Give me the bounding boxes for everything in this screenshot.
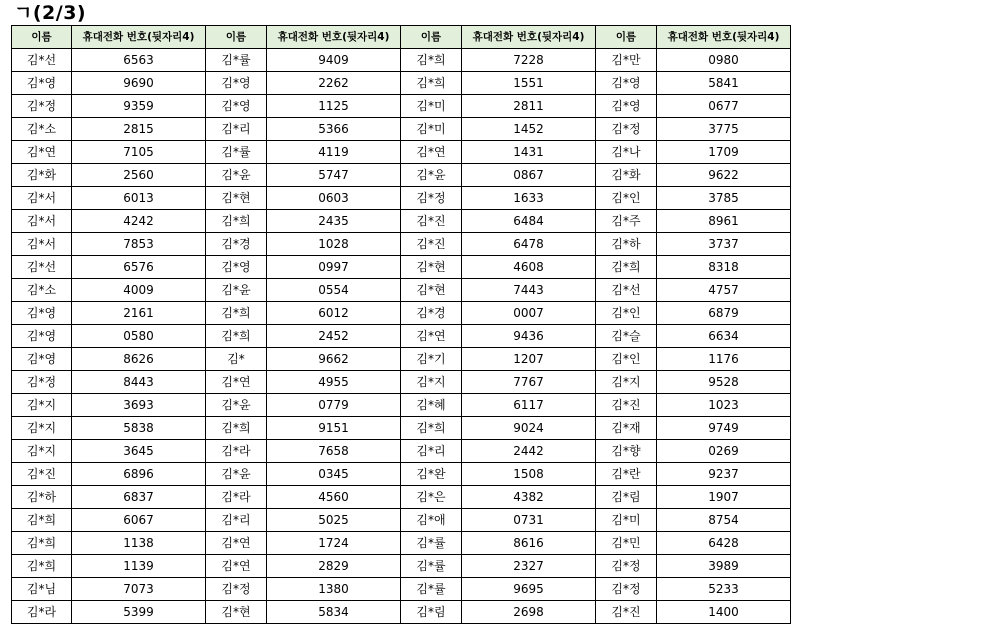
table-row: [12, 532, 791, 555]
cell-phone-last4: 3645: [72, 440, 206, 463]
cell-name: 김*연: [206, 555, 267, 578]
cell-name: 김*윤: [206, 394, 267, 417]
cell-name: 김*라: [12, 601, 72, 624]
table-row: [12, 279, 791, 302]
cell-phone-last4: 1551: [462, 72, 596, 95]
cell-phone-last4: 7767: [462, 371, 596, 394]
cell-phone-last4: 0980: [657, 49, 791, 72]
cell-name: 김*완: [401, 463, 462, 486]
table-body: [12, 49, 791, 624]
cell-name: 김*소: [12, 118, 72, 141]
cell-phone-last4: 5841: [657, 72, 791, 95]
cell-phone-last4: 9237: [657, 463, 791, 486]
table-row: [12, 348, 791, 371]
cell-phone-last4: 2811: [462, 95, 596, 118]
cell-phone-last4: 3785: [657, 187, 791, 210]
cell-name: 김*영: [206, 256, 267, 279]
cell-name: 김*윤: [206, 164, 267, 187]
cell-phone-last4: 0867: [462, 164, 596, 187]
cell-phone-last4: 9690: [72, 72, 206, 95]
cell-name: 김*진: [401, 210, 462, 233]
cell-name: 김*향: [596, 440, 657, 463]
cell-name: 김*지: [12, 394, 72, 417]
table-row: [12, 49, 791, 72]
cell-phone-last4: 8443: [72, 371, 206, 394]
cell-name: 김*현: [206, 187, 267, 210]
table-row: [12, 601, 791, 624]
cell-name: 김*진: [12, 463, 72, 486]
cell-name: 김*영: [206, 95, 267, 118]
cell-name: 김*윤: [206, 279, 267, 302]
cell-name: 김*만: [596, 49, 657, 72]
cell-phone-last4: 8318: [657, 256, 791, 279]
cell-phone-last4: 2698: [462, 601, 596, 624]
cell-name: 김*림: [401, 601, 462, 624]
cell-name: 김*진: [401, 233, 462, 256]
cell-phone-last4: 2442: [462, 440, 596, 463]
cell-phone-last4: 8616: [462, 532, 596, 555]
cell-name: 김*정: [206, 578, 267, 601]
cell-name: 김*하: [596, 233, 657, 256]
table-row: [12, 555, 791, 578]
cell-name: 김*현: [401, 256, 462, 279]
cell-phone-last4: 2161: [72, 302, 206, 325]
cell-name: 김*서: [12, 210, 72, 233]
table-row: [12, 164, 791, 187]
cell-name: 김*정: [596, 578, 657, 601]
cell-name: 김*영: [206, 72, 267, 95]
cell-name: 김*서: [12, 233, 72, 256]
cell-name: 김*기: [401, 348, 462, 371]
cell-name: 김*소: [12, 279, 72, 302]
table-row: [12, 302, 791, 325]
cell-name: 김*경: [206, 233, 267, 256]
cell-phone-last4: 0345: [267, 463, 401, 486]
table-row: [12, 233, 791, 256]
table-row: [12, 371, 791, 394]
cell-name: 김*정: [12, 371, 72, 394]
table-row: [12, 256, 791, 279]
cell-phone-last4: 1176: [657, 348, 791, 371]
cell-phone-last4: 1023: [657, 394, 791, 417]
cell-phone-last4: 7853: [72, 233, 206, 256]
cell-name: 김*희: [206, 417, 267, 440]
cell-phone-last4: 1125: [267, 95, 401, 118]
cell-phone-last4: 0677: [657, 95, 791, 118]
cell-phone-last4: 4119: [267, 141, 401, 164]
cell-name: 김*영: [596, 95, 657, 118]
cell-phone-last4: 3775: [657, 118, 791, 141]
cell-phone-last4: 6484: [462, 210, 596, 233]
table-row: [12, 325, 791, 348]
cell-phone-last4: 4757: [657, 279, 791, 302]
cell-name: 김*희: [596, 256, 657, 279]
cell-phone-last4: 9695: [462, 578, 596, 601]
cell-phone-last4: 2560: [72, 164, 206, 187]
cell-phone-last4: 1508: [462, 463, 596, 486]
table-row: [12, 72, 791, 95]
cell-name: 김*정: [596, 118, 657, 141]
cell-name: 김*지: [596, 371, 657, 394]
cell-name: 김*화: [596, 164, 657, 187]
cell-phone-last4: 9749: [657, 417, 791, 440]
cell-name: 김*영: [12, 325, 72, 348]
cell-phone-last4: 9662: [267, 348, 401, 371]
cell-phone-last4: 6117: [462, 394, 596, 417]
table-row: [12, 440, 791, 463]
cell-phone-last4: 9436: [462, 325, 596, 348]
cell-name: 김*리: [206, 509, 267, 532]
cell-phone-last4: 6896: [72, 463, 206, 486]
cell-phone-last4: 1907: [657, 486, 791, 509]
cell-name: 김*영: [596, 72, 657, 95]
cell-phone-last4: 1431: [462, 141, 596, 164]
cell-name: 김*림: [596, 486, 657, 509]
cell-phone-last4: 8626: [72, 348, 206, 371]
cell-phone-last4: 5834: [267, 601, 401, 624]
cell-name: 김*희: [401, 417, 462, 440]
page-title: ㄱ(2/3): [14, 2, 87, 24]
cell-phone-last4: 1139: [72, 555, 206, 578]
cell-phone-last4: 0779: [267, 394, 401, 417]
cell-phone-last4: 7658: [267, 440, 401, 463]
cell-phone-last4: 6013: [72, 187, 206, 210]
cell-phone-last4: 4382: [462, 486, 596, 509]
cell-phone-last4: 9622: [657, 164, 791, 187]
cell-phone-last4: 0603: [267, 187, 401, 210]
cell-name: 김*영: [12, 302, 72, 325]
cell-phone-last4: 7073: [72, 578, 206, 601]
cell-name: 김*님: [12, 578, 72, 601]
column-header-phone: 휴대전화 번호(뒷자리4): [657, 26, 791, 49]
cell-phone-last4: 1452: [462, 118, 596, 141]
cell-name: 김*률: [206, 141, 267, 164]
cell-name: 김*진: [596, 394, 657, 417]
cell-name: 김*주: [596, 210, 657, 233]
cell-phone-last4: 6837: [72, 486, 206, 509]
cell-phone-last4: 0997: [267, 256, 401, 279]
table-row: [12, 394, 791, 417]
cell-phone-last4: 4560: [267, 486, 401, 509]
cell-name: 김*미: [401, 118, 462, 141]
table-row: [12, 509, 791, 532]
cell-name: 김*희: [401, 72, 462, 95]
cell-phone-last4: 6012: [267, 302, 401, 325]
cell-name: 김*영: [12, 72, 72, 95]
cell-name: 김*지: [401, 371, 462, 394]
cell-name: 김*재: [596, 417, 657, 440]
cell-name: 김*하: [12, 486, 72, 509]
cell-name: 김*영: [12, 348, 72, 371]
cell-phone-last4: 2452: [267, 325, 401, 348]
cell-name: 김*윤: [401, 164, 462, 187]
cell-name: 김*미: [596, 509, 657, 532]
cell-name: 김*희: [206, 210, 267, 233]
cell-name: 김*지: [12, 417, 72, 440]
cell-phone-last4: 1138: [72, 532, 206, 555]
cell-phone-last4: 3989: [657, 555, 791, 578]
cell-phone-last4: 3737: [657, 233, 791, 256]
cell-name: 김*인: [596, 187, 657, 210]
cell-phone-last4: 1028: [267, 233, 401, 256]
cell-phone-last4: 9359: [72, 95, 206, 118]
cell-phone-last4: 5399: [72, 601, 206, 624]
cell-name: 김*연: [401, 141, 462, 164]
cell-name: 김*률: [401, 555, 462, 578]
cell-phone-last4: 0554: [267, 279, 401, 302]
cell-name: 김*희: [206, 325, 267, 348]
cell-name: 김*희: [12, 532, 72, 555]
cell-name: 김*선: [596, 279, 657, 302]
cell-name: 김*라: [206, 440, 267, 463]
cell-name: 김*화: [12, 164, 72, 187]
cell-name: 김*란: [596, 463, 657, 486]
cell-name: 김*선: [12, 256, 72, 279]
cell-name: 김*정: [12, 95, 72, 118]
cell-name: 김*현: [401, 279, 462, 302]
column-header-phone: 휴대전화 번호(뒷자리4): [72, 26, 206, 49]
cell-name: 김*: [206, 348, 267, 371]
cell-phone-last4: 5025: [267, 509, 401, 532]
cell-name: 김*혜: [401, 394, 462, 417]
cell-name: 김*현: [206, 601, 267, 624]
cell-phone-last4: 5747: [267, 164, 401, 187]
cell-phone-last4: 9151: [267, 417, 401, 440]
cell-name: 김*윤: [206, 463, 267, 486]
cell-name: 김*선: [12, 49, 72, 72]
cell-name: 김*연: [206, 371, 267, 394]
cell-phone-last4: 6067: [72, 509, 206, 532]
cell-name: 김*민: [596, 532, 657, 555]
cell-phone-last4: 2262: [267, 72, 401, 95]
cell-name: 김*률: [401, 578, 462, 601]
cell-phone-last4: 0269: [657, 440, 791, 463]
table-row: [12, 95, 791, 118]
cell-phone-last4: 6879: [657, 302, 791, 325]
cell-name: 김*리: [206, 118, 267, 141]
column-header-name: 이름: [401, 26, 462, 49]
table-row: [12, 463, 791, 486]
cell-name: 김*연: [12, 141, 72, 164]
cell-name: 김*희: [401, 49, 462, 72]
cell-name: 김*률: [401, 532, 462, 555]
cell-name: 김*은: [401, 486, 462, 509]
table-row: [12, 118, 791, 141]
cell-phone-last4: 1207: [462, 348, 596, 371]
cell-phone-last4: 4242: [72, 210, 206, 233]
table-row: [12, 417, 791, 440]
cell-name: 김*지: [12, 440, 72, 463]
cell-phone-last4: 3693: [72, 394, 206, 417]
cell-name: 김*서: [12, 187, 72, 210]
cell-name: 김*희: [12, 509, 72, 532]
cell-name: 김*진: [596, 601, 657, 624]
cell-name: 김*인: [596, 302, 657, 325]
cell-phone-last4: 5366: [267, 118, 401, 141]
cell-phone-last4: 4608: [462, 256, 596, 279]
cell-phone-last4: 5233: [657, 578, 791, 601]
cell-phone-last4: 1633: [462, 187, 596, 210]
cell-name: 김*희: [12, 555, 72, 578]
cell-phone-last4: 7228: [462, 49, 596, 72]
cell-name: 김*나: [596, 141, 657, 164]
cell-phone-last4: 6478: [462, 233, 596, 256]
cell-phone-last4: 1400: [657, 601, 791, 624]
cell-phone-last4: 1380: [267, 578, 401, 601]
cell-phone-last4: 2829: [267, 555, 401, 578]
cell-name: 김*연: [401, 325, 462, 348]
cell-phone-last4: 8754: [657, 509, 791, 532]
cell-phone-last4: 9528: [657, 371, 791, 394]
column-header-phone: 휴대전화 번호(뒷자리4): [267, 26, 401, 49]
cell-name: 김*리: [401, 440, 462, 463]
cell-phone-last4: 0007: [462, 302, 596, 325]
column-header-name: 이름: [206, 26, 267, 49]
column-header-name: 이름: [12, 26, 72, 49]
cell-phone-last4: 7443: [462, 279, 596, 302]
cell-phone-last4: 6563: [72, 49, 206, 72]
cell-phone-last4: 4955: [267, 371, 401, 394]
table-row: [12, 141, 791, 164]
cell-phone-last4: 7105: [72, 141, 206, 164]
cell-phone-last4: 9024: [462, 417, 596, 440]
cell-name: 김*미: [401, 95, 462, 118]
cell-name: 김*률: [206, 49, 267, 72]
cell-name: 김*라: [206, 486, 267, 509]
cell-name: 김*슬: [596, 325, 657, 348]
cell-phone-last4: 6428: [657, 532, 791, 555]
cell-name: 김*정: [596, 555, 657, 578]
table-row: [12, 578, 791, 601]
cell-phone-last4: 0731: [462, 509, 596, 532]
cell-phone-last4: 2815: [72, 118, 206, 141]
column-header-name: 이름: [596, 26, 657, 49]
cell-phone-last4: 8961: [657, 210, 791, 233]
column-header-phone: 휴대전화 번호(뒷자리4): [462, 26, 596, 49]
cell-name: 김*연: [206, 532, 267, 555]
cell-phone-last4: 9409: [267, 49, 401, 72]
table-row: [12, 187, 791, 210]
cell-name: 김*인: [596, 348, 657, 371]
cell-phone-last4: 2435: [267, 210, 401, 233]
cell-phone-last4: 6576: [72, 256, 206, 279]
cell-phone-last4: 2327: [462, 555, 596, 578]
phone-number-table: [11, 25, 791, 624]
cell-phone-last4: 1709: [657, 141, 791, 164]
cell-phone-last4: 5838: [72, 417, 206, 440]
cell-phone-last4: 1724: [267, 532, 401, 555]
table-header-row: [12, 26, 791, 49]
cell-name: 김*정: [401, 187, 462, 210]
cell-phone-last4: 0580: [72, 325, 206, 348]
table-row: [12, 210, 791, 233]
table-row: [12, 486, 791, 509]
cell-phone-last4: 6634: [657, 325, 791, 348]
cell-name: 김*경: [401, 302, 462, 325]
cell-phone-last4: 4009: [72, 279, 206, 302]
cell-name: 김*애: [401, 509, 462, 532]
cell-name: 김*희: [206, 302, 267, 325]
